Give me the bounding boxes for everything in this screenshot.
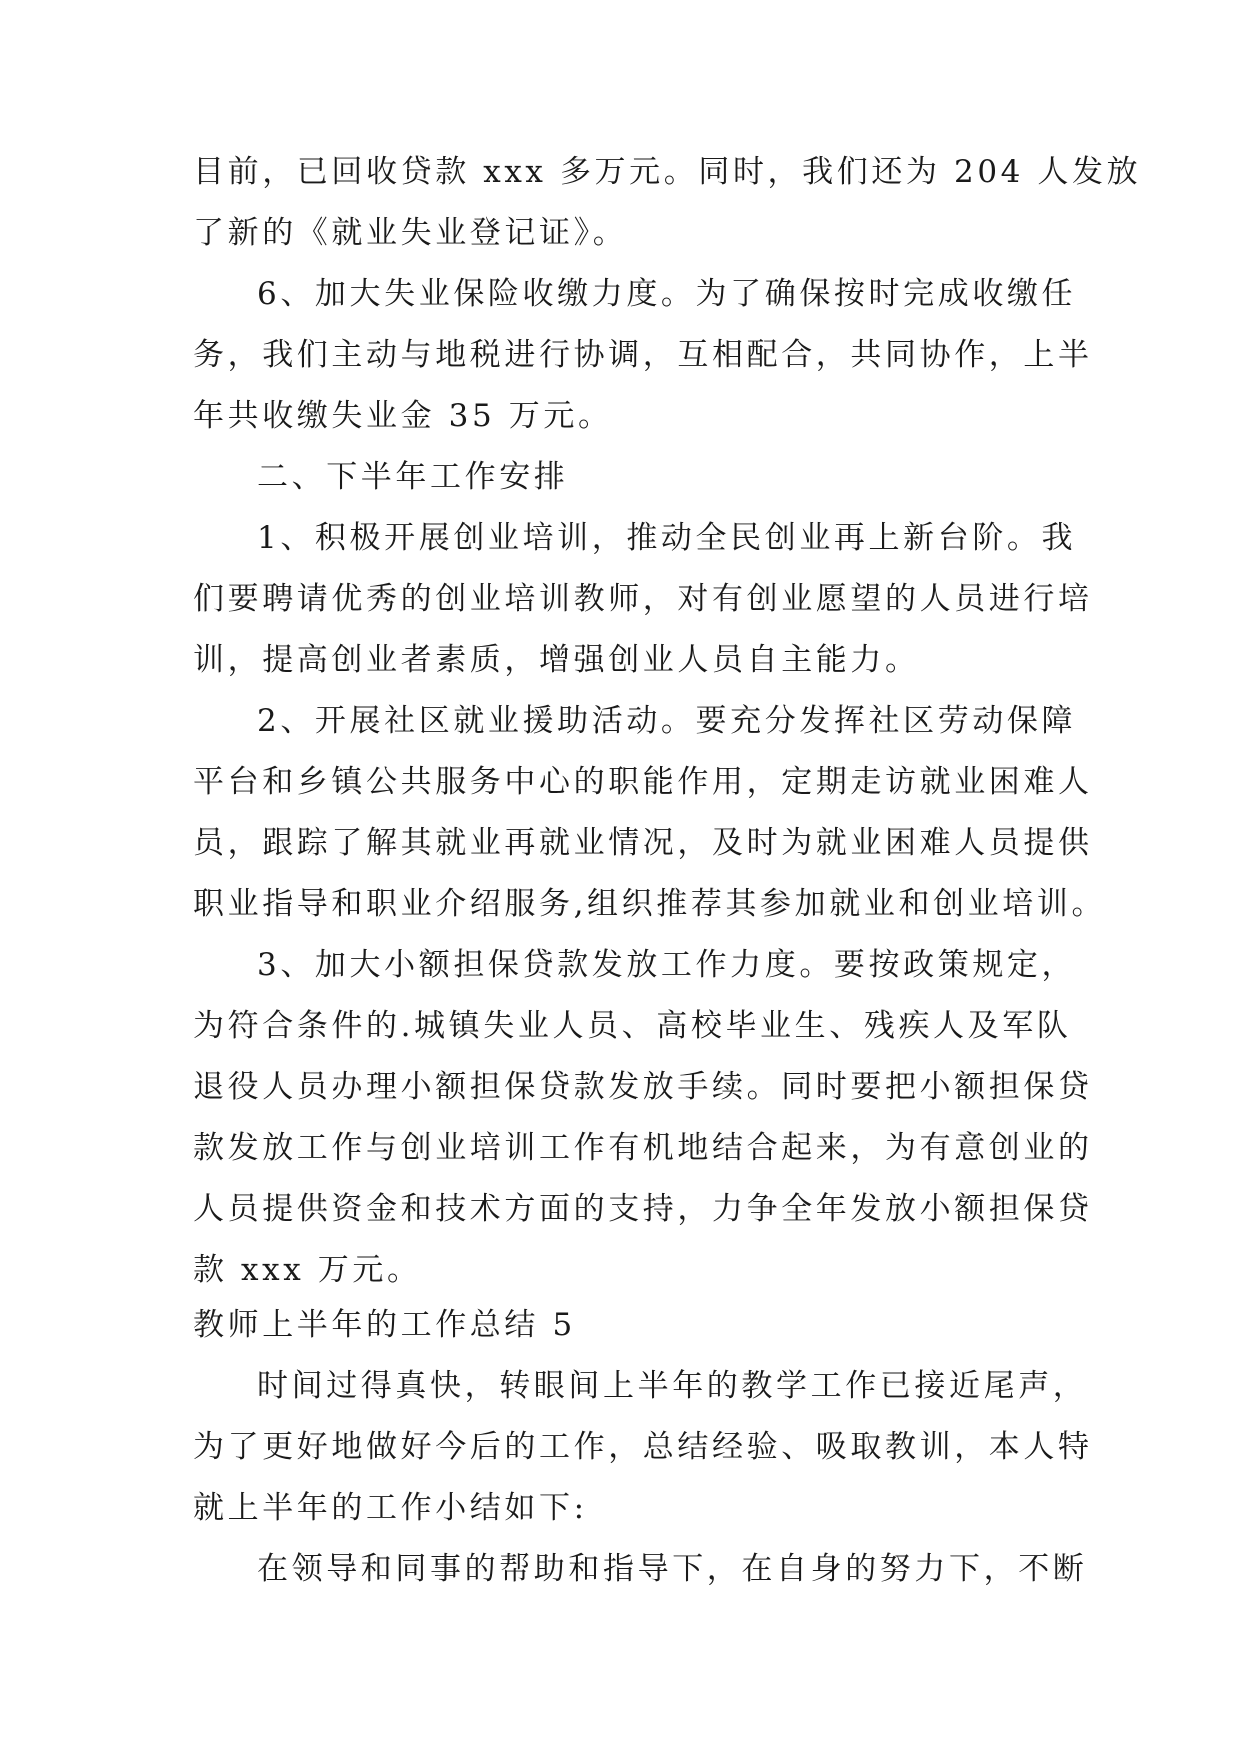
text-line: 人员提供资金和技术方面的支持，力争全年发放小额担保贷 bbox=[193, 1191, 1093, 1227]
text-line: 平台和乡镇公共服务中心的职能作用，定期走访就业困难人 bbox=[193, 764, 1093, 800]
text-line: 就上半年的工作小结如下: bbox=[193, 1490, 588, 1526]
text-line: 为符合条件的.城镇失业人员、高校毕业生、残疾人及军队 bbox=[193, 1008, 1072, 1044]
text-line: 务，我们主动与地税进行协调，互相配合，共同协作，上半 bbox=[193, 337, 1093, 373]
text-line: 退役人员办理小额担保贷款发放手续。同时要把小额担保贷 bbox=[193, 1069, 1093, 1105]
text-line: 为了更好地做好今后的工作，总结经验、吸取教训，本人特 bbox=[193, 1429, 1093, 1465]
paragraph-start-line: 在领导和同事的帮助和指导下，在自身的努力下，不断 bbox=[257, 1551, 1088, 1587]
text-line: 职业指导和职业介绍服务,组织推荐其参加就业和创业培训。 bbox=[193, 886, 1107, 922]
text-line: 年共收缴失业金 35 万元。 bbox=[193, 398, 613, 434]
text-line: 了新的《就业失业登记证》。 bbox=[193, 215, 628, 251]
paragraph-start-line: 时间过得真快，转眼间上半年的教学工作已接近尾声， bbox=[257, 1368, 1088, 1404]
text-line: 款 xxx 万元。 bbox=[193, 1252, 422, 1288]
paragraph-start-line: 2、开展社区就业援助活动。要充分发挥社区劳动保障 bbox=[257, 703, 1077, 739]
paragraph-start-line: 1、积极开展创业培训，推动全民创业再上新台阶。我 bbox=[257, 520, 1077, 556]
paragraph-start-line: 3、加大小额担保贷款发放工作力度。要按政策规定， bbox=[257, 947, 1077, 983]
text-line: 目前，已回收贷款 xxx 多万元。同时，我们还为 204 人发放 bbox=[193, 154, 1142, 190]
text-line: 们要聘请优秀的创业培训教师，对有创业愿望的人员进行培 bbox=[193, 581, 1093, 617]
text-line: 训，提高创业者素质，增强创业人员自主能力。 bbox=[193, 642, 920, 678]
article-title: 教师上半年的工作总结 5 bbox=[193, 1307, 576, 1343]
text-line: 员，跟踪了解其就业再就业情况，及时为就业困难人员提供 bbox=[193, 825, 1093, 861]
paragraph-start-line: 6、加大失业保险收缴力度。为了确保按时完成收缴任 bbox=[257, 276, 1077, 312]
section-heading: 二、下半年工作安排 bbox=[257, 459, 569, 495]
text-line: 款发放工作与创业培训工作有机地结合起来，为有意创业的 bbox=[193, 1130, 1093, 1166]
